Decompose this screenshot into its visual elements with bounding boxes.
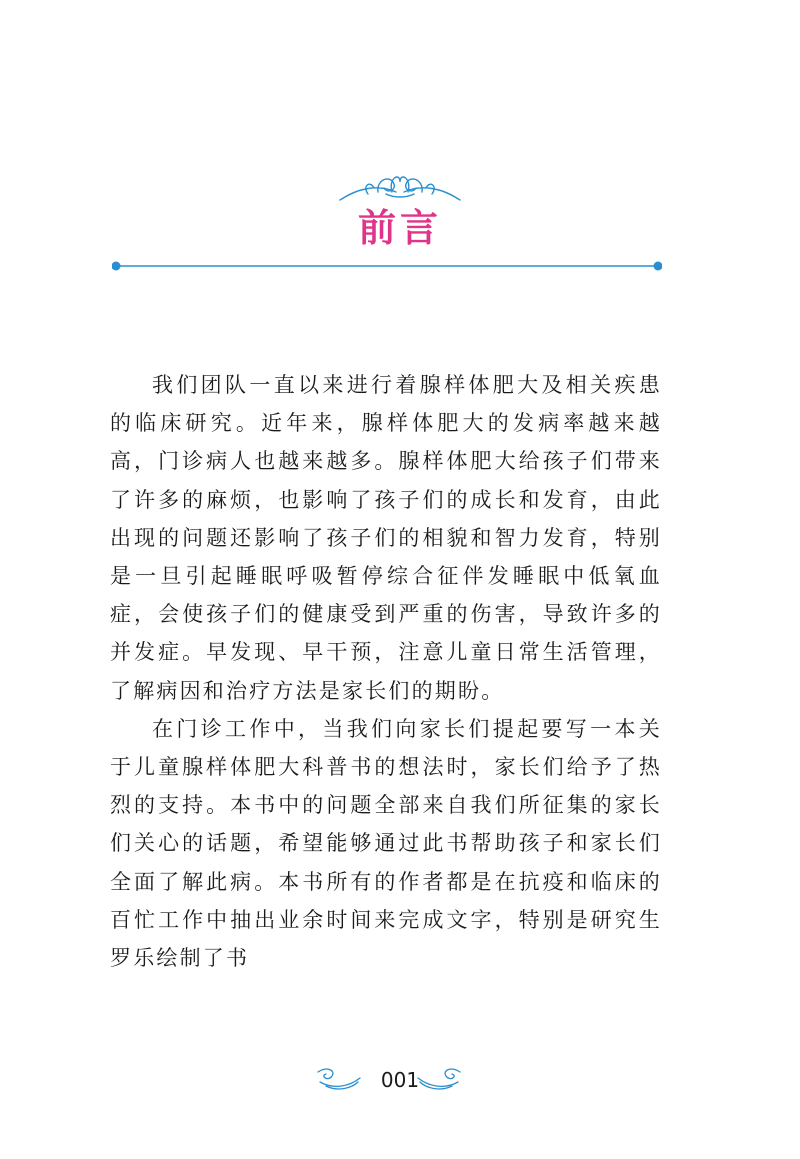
swirl-right-icon — [416, 1064, 462, 1092]
page-number: 001 — [380, 1068, 420, 1092]
dotted-rule-icon — [112, 259, 662, 273]
paragraph: 我们团队一直以来进行着腺样体肥大及相关疾患的临床研究。近年来，腺样体肥大的发病率越来越高，门诊病人也越来越多。腺样体肥大给孩子们带来了许多的麻烦，也影响了孩子们的成长和发育，由此出现的问题还影响了孩子们的相貌和智力发育，特别是一旦引起睡眠呼吸暂停综合征伴发睡眠中低氧血症，会使孩子们的健康受到严重的伤害，导致许多的并发症。早发现、早干预，注意儿童日常生活管理，了解病因和治疗方法是家长们的期盼。 — [110, 373, 662, 703]
page-title: 前言 — [357, 206, 442, 250]
flourish-ornament-icon — [338, 170, 462, 206]
paragraph: 在门诊工作中，当我们向家长们提起要写一本关于儿童腺样体肥大科普书的想法时，家长们给予了热烈的支持。本书中的问题全部来自我们所征集的家长们关心的话题，希望能够通过此书帮助孩子和家长们全面了解此病。本书所有的作者都是在抗疫和临床的百忙工作中抽出业余时间来完成文字，特别是研究生罗乐绘制了书 — [110, 716, 662, 971]
body-text — [110, 366, 662, 977]
swirl-left-icon — [316, 1064, 362, 1092]
